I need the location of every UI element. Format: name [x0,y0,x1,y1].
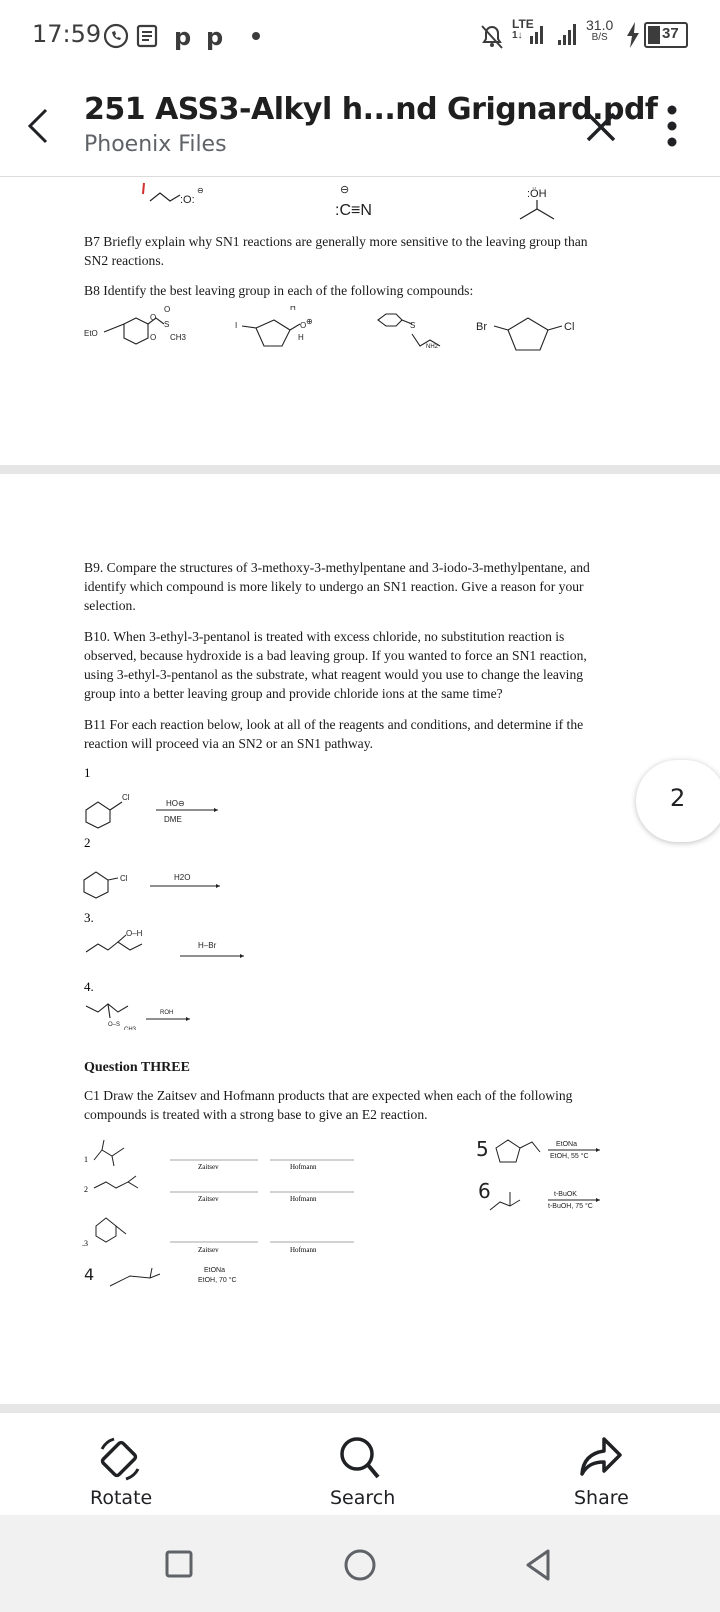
question-c1: C1 Draw the Zaitsev and Hofmann products that are expected when each of the following compounds is treated with a strong base to give an E2 reaction. [84,1088,573,1122]
home-icon[interactable] [342,1547,378,1583]
reaction-3-reagent: H–Br [198,941,217,950]
isopropanol-skeleton [520,209,554,219]
c1-item-5-reagent: EtONa [556,1141,578,1148]
c1-row-3-zaitsev: Zaitsev [198,1246,219,1254]
alkoxide-label: :O: [180,194,195,206]
svg-text:S: S [164,320,170,329]
svg-text:⊕: ⊕ [306,317,313,326]
p-app-icon-2 [206,23,223,50]
question-b8: B8 Identify the best leaving group in each of the following compounds: [84,283,474,298]
question-b11: B11 For each reaction below, look at all of the reagents and conditions, and determine if the reaction will proceed via an SN2 or an SN1 pathway. [84,717,584,751]
reaction-1-reagent: HO⊖ [166,799,185,808]
reaction-4-reagent: ROH [160,1010,174,1016]
question-b7: B7 Briefly explain why SN1 reactions are generally more sensitive to the leaving group than SN2 reactions. [84,234,588,268]
page-indicator[interactable] [636,760,720,842]
b11-reactions [80,760,280,1030]
c1-item-4-condition: EtOH, 70 °C [198,1277,237,1284]
page-separator-2 [0,1404,720,1413]
question-three-title: Question THREE [84,1060,190,1075]
svg-text:p: p [174,23,192,50]
question-b9: B9. Compare the structures of 3-methoxy-3-methylpentane and 3-iodo-3-methylpentane, and identify which compound is more likely to undergo an SN1 reaction. Give a reason for your selection. [84,560,590,613]
more-options-button[interactable] [662,104,682,148]
search-label: Search [330,1487,396,1509]
svg-text:O–S: O–S [108,1022,121,1028]
search-icon [338,1435,382,1481]
svg-text:O: O [150,333,157,342]
reaction-4-lg: CH3 [124,1027,137,1030]
network-label: LTE [512,17,534,31]
b8-label-ch3: CH3 [170,333,187,342]
reaction-1-condition: DME [164,815,182,824]
c1-row-2-zaitsev: Zaitsev [198,1195,219,1203]
system-navigation-bar [0,1515,720,1612]
reaction-4-number: 4. [84,979,94,994]
share-icon [578,1435,624,1479]
svg-text:O: O [150,313,157,322]
b8-label-eto: EtO [84,329,98,338]
charge-minus: ⊖ [197,186,204,195]
b8-label-cl: Cl [564,321,575,333]
back-nav-icon[interactable] [522,1547,554,1583]
c1-row-3-number: .3 [82,1239,88,1248]
c1-item-6-number: 6 [478,1179,491,1203]
net-speed [586,18,613,43]
annotation-mark [143,183,144,194]
page-number: 2 [670,784,686,812]
cyanide-charge: ⊖ [340,184,350,196]
notification-icons [104,22,264,50]
b8-label-h2: H [298,333,304,342]
b8-label-i: I [235,321,238,330]
cyanide-label: :C≡N [335,202,372,219]
battery-level: 37 [662,25,679,42]
document-subtitle: Phoenix Files [84,132,227,157]
share-label: Share [574,1487,629,1509]
status-time: 17:59 [32,20,102,48]
top-structures [0,177,720,227]
close-button[interactable] [584,110,618,144]
c1-item-4-number: 4 [84,1265,95,1284]
recent-apps-icon[interactable] [164,1549,194,1579]
alkoxide-chain [150,193,180,201]
p-app-icon [174,23,191,50]
page-separator [0,465,720,474]
reaction-1-number: 1 [84,765,91,780]
c1-item-4-reagent: EtONa [204,1267,226,1274]
c1-item-6-condition: t-BuOH, 75 °C [548,1203,593,1210]
reaction-2-lg: Cl [120,874,128,883]
document-title: 251 ASS3-Alkyl h...nd Grignard.pdf [84,92,658,127]
svg-text:S: S [410,321,416,330]
hydroxide-label: :ÖH [527,188,547,200]
b8-label-h1: H [290,306,296,312]
search-button[interactable] [320,1413,400,1513]
c1-item-6-reagent: t-BuOK [554,1191,577,1198]
share-button[interactable] [560,1413,640,1513]
b8-label-o: O [300,321,307,330]
c1-row-3-hofmann: Hofmann [290,1246,317,1254]
rotate-button[interactable] [80,1413,160,1513]
reaction-1-lg: Cl [122,793,130,802]
whatsapp-icon [105,25,127,47]
rotate-label: Rotate [90,1487,153,1509]
svg-text:p: p [206,23,224,50]
mute-icon [476,22,508,50]
charging-icon [626,22,640,48]
reaction-3-number: 3. [84,910,94,925]
speed-unit: B/S [591,32,608,43]
question-b10: B10. When 3-ethyl-3-pentanol is treated with excess chloride, no substitution reaction is observed, because hydroxide is a bad leaving group. If you wanted to force an SN1 reaction, using 3-ethyl-3-pentanol as the substrate, what reagent would you use to change the leaving group into a better leaving group and provide chloride ions at the same time? [84,629,587,701]
b8-label-nh2: NH2 [426,344,439,350]
battery-fill [648,26,660,44]
signal-icon [530,22,590,48]
b8-structures [80,306,640,368]
c1-row-2-number: 2 [84,1185,88,1194]
reaction-3-lg: O–H [126,929,143,938]
reaction-2-reagent: H2O [174,873,191,882]
c1-row-1-zaitsev: Zaitsev [198,1163,219,1171]
b8-label-br: Br [476,321,487,333]
svg-text:O: O [164,306,171,314]
c1-table [80,1130,680,1300]
back-button[interactable] [24,106,52,146]
network-sub: 1↓ [512,30,523,41]
battery-icon [644,22,688,48]
c1-row-2-hofmann: Hofmann [290,1195,317,1203]
reaction-2-number: 2 [84,835,91,850]
rotate-icon [96,1435,144,1483]
c1-row-1-number: 1 [84,1155,88,1164]
c1-item-5-number: 5 [476,1137,489,1161]
speed-value: 31.0 [586,17,614,33]
more-notifications-dot [252,32,260,40]
bottom-toolbar [0,1413,720,1515]
c1-row-1-hofmann: Hofmann [290,1163,317,1171]
c1-item-5-condition: EtOH, 55 °C [550,1153,589,1160]
status-bar [0,0,720,72]
document-icon [138,26,156,46]
